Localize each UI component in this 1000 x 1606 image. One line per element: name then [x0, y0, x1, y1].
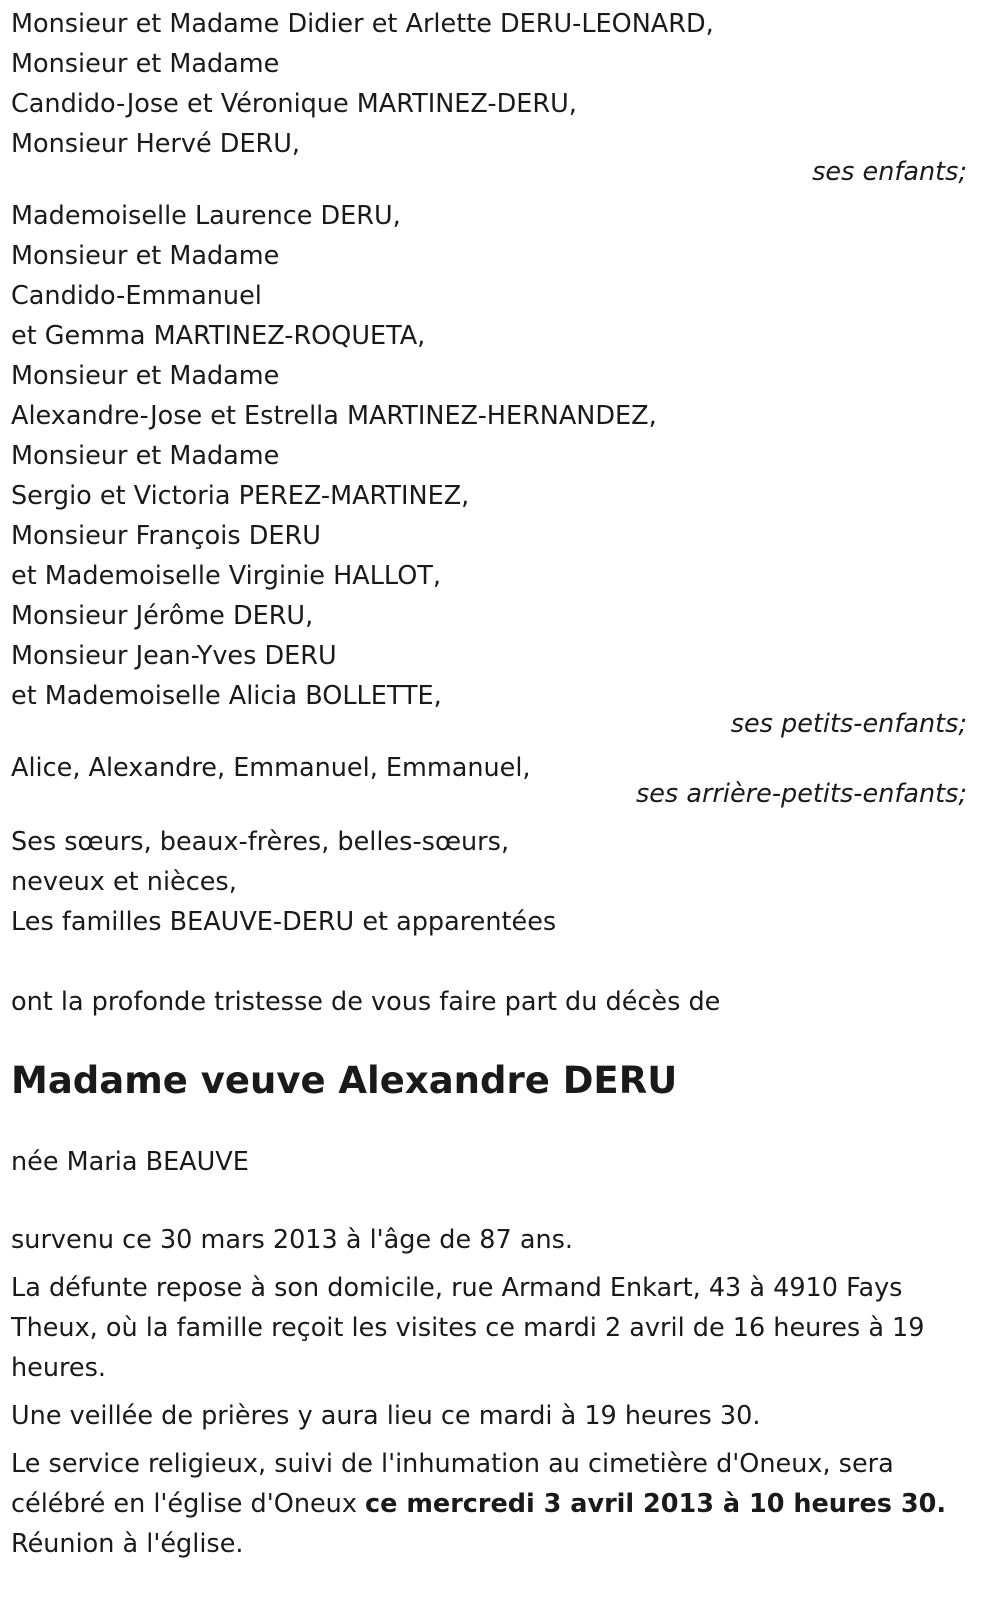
others-line-2: neveux et nièces, — [11, 867, 237, 897]
grandchildren-line-13: et Mademoiselle Alicia BOLLETTE, — [11, 681, 442, 711]
service-date: ce mercredi 3 avril 2013 à 10 heures 30. — [365, 1489, 947, 1519]
service-info — [11, 1444, 967, 1564]
relation-grandchildren: ses petits-enfants; — [730, 709, 967, 739]
grandchildren-line-12: Monsieur Jean-Yves DERU — [11, 641, 337, 671]
grandchildren-block — [11, 196, 967, 716]
others-line-3: Les familles BEAUVE-DERU et apparentées — [11, 907, 557, 937]
children-line-2: Monsieur et Madame — [11, 49, 280, 79]
children-block — [11, 4, 967, 164]
vigil-info: Une veillée de prières y aura lieu ce mardi à 19 heures 30. — [11, 1401, 761, 1431]
grandchildren-line-11: Monsieur Jérôme DERU, — [11, 601, 314, 631]
others-line-1: Ses sœurs, beaux-frères, belles-sœurs, — [11, 827, 510, 857]
great-grandchildren-line-1: Alice, Alexandre, Emmanuel, Emmanuel, — [11, 753, 531, 783]
grandchildren-line-7: Monsieur et Madame — [11, 441, 280, 471]
children-line-3: Candido-Jose et Véronique MARTINEZ-DERU, — [11, 89, 577, 119]
relation-great-grandchildren: ses arrière-petits-enfants; — [635, 779, 967, 809]
deceased-name: Madame veuve Alexandre DERU — [11, 1059, 678, 1102]
grandchildren-line-9: Monsieur François DERU — [11, 521, 321, 551]
grandchildren-line-6: Alexandre-Jose et Estrella MARTINEZ-HERNANDEZ, — [11, 401, 657, 431]
others-block — [11, 822, 967, 942]
grandchildren-line-2: Monsieur et Madame — [11, 241, 280, 271]
grandchildren-line-8: Sergio et Victoria PEREZ-MARTINEZ, — [11, 481, 470, 511]
grandchildren-line-5: Monsieur et Madame — [11, 361, 280, 391]
grandchildren-line-1: Mademoiselle Laurence DERU, — [11, 201, 401, 231]
announcement-text: ont la profonde tristesse de vous faire part du décès de — [11, 987, 721, 1017]
maiden-name: née Maria BEAUVE — [11, 1147, 249, 1177]
service-meeting: Réunion à l'église. — [11, 1529, 244, 1559]
grandchildren-line-10: et Mademoiselle Virginie HALLOT, — [11, 561, 441, 591]
death-info: survenu ce 30 mars 2013 à l'âge de 87 ans. — [11, 1225, 573, 1255]
children-line-1: Monsieur et Madame Didier et Arlette DERU-LEONARD, — [11, 9, 714, 39]
rest-info: La défunte repose à son domicile, rue Armand Enkart, 43 à 4910 Fays Theux, où la famille reçoit les visites ce mardi 2 avril de 16 heures à 19 heures. — [11, 1273, 925, 1383]
relation-children: ses enfants; — [812, 157, 967, 187]
service-text: Le service religieux, suivi de l'inhumation au cimetière d'Oneux, sera célébré en l'église d'Oneux — [11, 1449, 894, 1519]
children-line-4: Monsieur Hervé DERU, — [11, 129, 301, 159]
grandchildren-line-3: Candido-Emmanuel — [11, 281, 262, 311]
grandchildren-line-4: et Gemma MARTINEZ-ROQUETA, — [11, 321, 426, 351]
